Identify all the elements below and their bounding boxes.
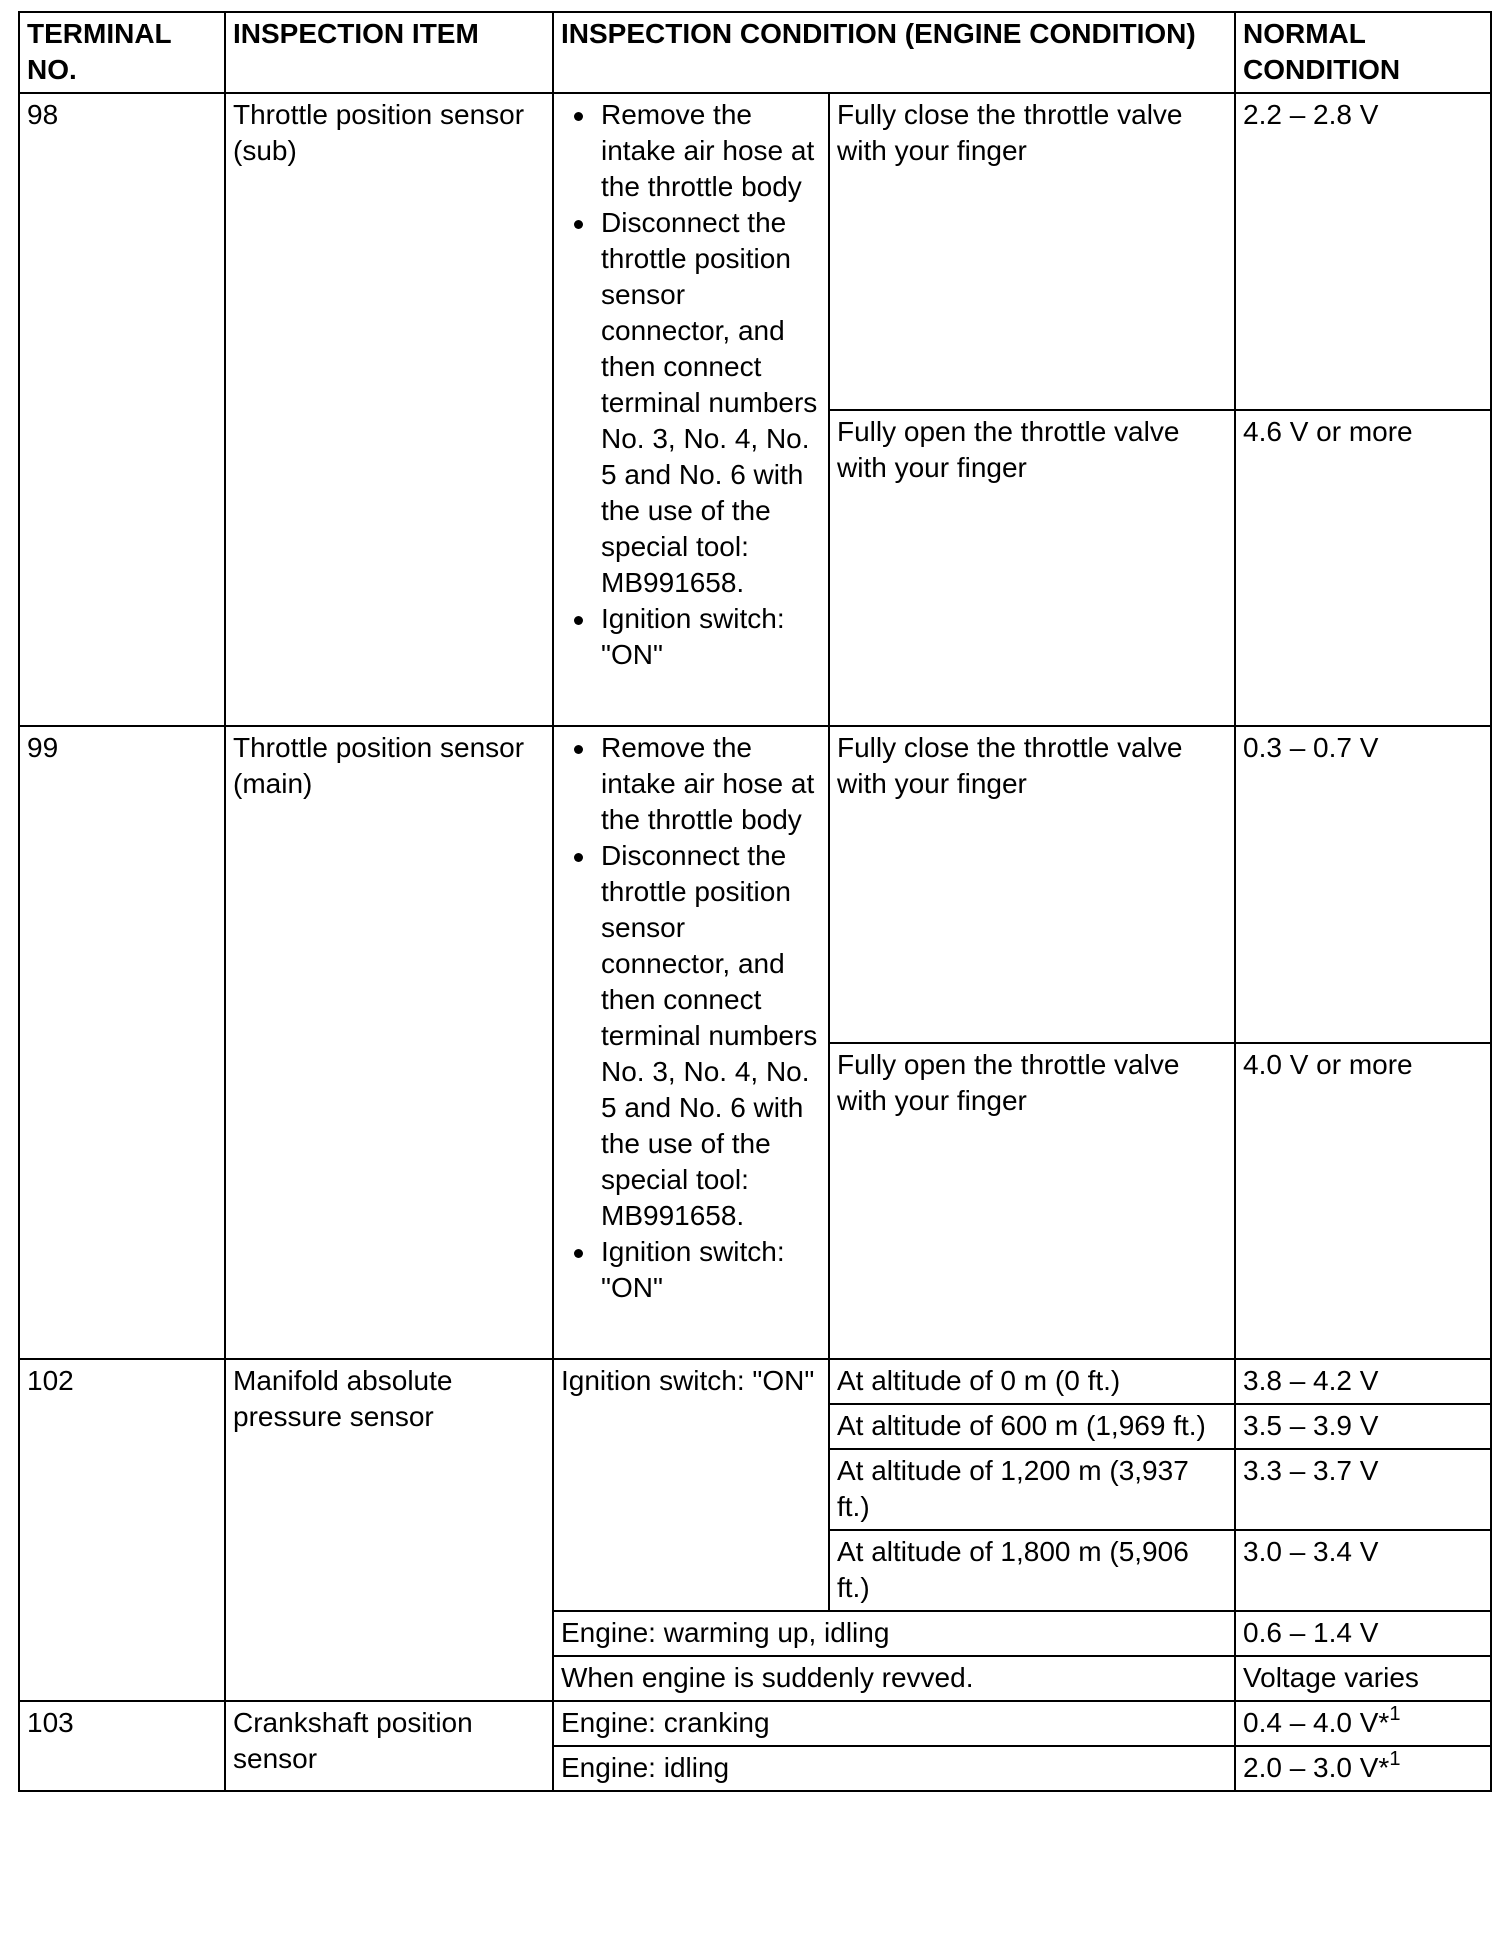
condition-text: Engine: idling: [553, 1746, 1235, 1791]
sub-condition: At altitude of 0 m (0 ft.): [829, 1359, 1235, 1404]
normal-value: 2.2 – 2.8 V: [1235, 93, 1491, 410]
inspection-table: [18, 11, 1492, 1792]
inspection-item: Manifold absolute pressure sensor: [225, 1359, 553, 1701]
header-row: [19, 12, 1491, 93]
sub-condition: At altitude of 1,200 m (3,937 ft.): [829, 1449, 1235, 1530]
bullet-item: Remove the intake air hose at the throttle body: [601, 730, 821, 838]
footnote-marker: 1: [1389, 1748, 1401, 1770]
header-inspection-condition: INSPECTION CONDITION (ENGINE CONDITION): [553, 12, 1235, 93]
terminal-number: 99: [19, 726, 225, 1359]
terminal-number: 98: [19, 93, 225, 726]
condition-bullets: [553, 93, 829, 726]
normal-value: 3.3 – 3.7 V: [1235, 1449, 1491, 1530]
bullet-list: [561, 97, 821, 721]
normal-value: 0.3 – 0.7 V: [1235, 726, 1491, 1043]
inspection-item: Throttle position sensor (main): [225, 726, 553, 1359]
condition-bullets: [553, 726, 829, 1359]
normal-value: 4.0 V or more: [1235, 1043, 1491, 1360]
table-row: [19, 93, 1491, 410]
condition-text: When engine is suddenly revved.: [553, 1656, 1235, 1701]
bullet-list: [561, 730, 821, 1354]
normal-value: 3.5 – 3.9 V: [1235, 1404, 1491, 1449]
bullet-item: Ignition switch: "ON": [601, 601, 821, 673]
header-inspection-item: INSPECTION ITEM: [225, 12, 553, 93]
sub-condition: At altitude of 1,800 m (5,906 ft.): [829, 1530, 1235, 1611]
inspection-item: Crankshaft position sensor: [225, 1701, 553, 1791]
normal-value: 3.8 – 4.2 V: [1235, 1359, 1491, 1404]
normal-value: [1235, 1746, 1491, 1791]
sub-condition: At altitude of 600 m (1,969 ft.): [829, 1404, 1235, 1449]
sub-condition: Fully open the throttle valve with your finger: [829, 1043, 1235, 1360]
inspection-item: Throttle position sensor (sub): [225, 93, 553, 726]
normal-value: Voltage varies: [1235, 1656, 1491, 1701]
normal-value: 4.6 V or more: [1235, 410, 1491, 727]
terminal-number: 103: [19, 1701, 225, 1791]
condition-text: Engine: cranking: [553, 1701, 1235, 1746]
header-terminal: TERMINAL NO.: [19, 12, 225, 93]
sub-condition: Fully close the throttle valve with your finger: [829, 93, 1235, 410]
terminal-number: 102: [19, 1359, 225, 1701]
normal-value: [1235, 1701, 1491, 1746]
sub-condition: Fully close the throttle valve with your finger: [829, 726, 1235, 1043]
condition-text: Engine: warming up, idling: [553, 1611, 1235, 1656]
normal-value: 3.0 – 3.4 V: [1235, 1530, 1491, 1611]
condition-text: Ignition switch: "ON": [553, 1359, 829, 1611]
bullet-item: Ignition switch: "ON": [601, 1234, 821, 1306]
table-row: [19, 1359, 1491, 1404]
normal-value-text: 2.0 – 3.0 V*: [1243, 1752, 1390, 1783]
table-row: [19, 1701, 1491, 1746]
table-row: [19, 726, 1491, 1043]
footnote-marker: 1: [1389, 1703, 1401, 1725]
bullet-item: Disconnect the throttle position sensor connector, and then connect terminal numbers No. 3, No. 4, No. 5 and No. 6 with the use of the special tool: MB991658.: [601, 205, 821, 601]
bullet-item: Remove the intake air hose at the throttle body: [601, 97, 821, 205]
normal-value: 0.6 – 1.4 V: [1235, 1611, 1491, 1656]
header-normal-condition: NORMAL CONDITION: [1235, 12, 1491, 93]
normal-value-text: 0.4 – 4.0 V*: [1243, 1707, 1390, 1738]
sub-condition: Fully open the throttle valve with your finger: [829, 410, 1235, 727]
bullet-item: Disconnect the throttle position sensor connector, and then connect terminal numbers No. 3, No. 4, No. 5 and No. 6 with the use of the special tool: MB991658.: [601, 838, 821, 1234]
